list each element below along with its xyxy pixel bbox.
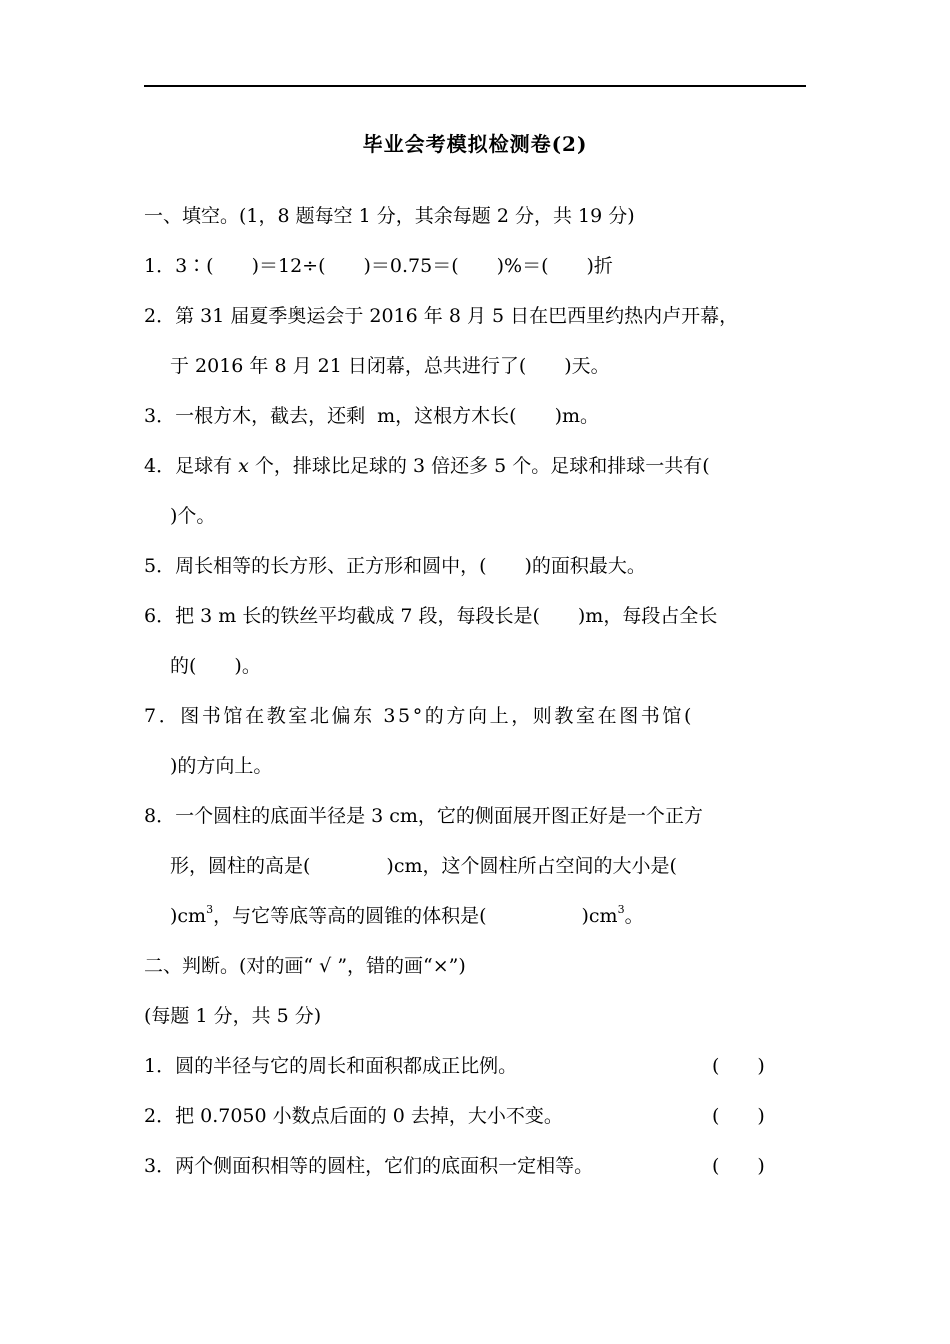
question-1-6-line2: 的( )。	[170, 655, 261, 677]
judge-question-1: 1．圆的半径与它的周长和面积都成正比例。	[144, 1055, 518, 1077]
question-1-2-line1: 2．第 31 届夏季奥运会于 2016 年 8 月 5 日在巴西里约热内卢开幕，	[144, 305, 739, 327]
judge-question-3: 3．两个侧面积相等的圆柱，它们的底面积一定相等。	[144, 1155, 594, 1177]
question-1-3: 3．一根方木，截去，还剩 m，这根方木长( )m。	[144, 405, 600, 427]
header-rule	[144, 85, 806, 87]
q4-variable: x	[238, 455, 249, 477]
page-title: 毕业会考模拟检测卷(2)	[362, 132, 588, 156]
q4-part-b: 个，排球比足球的 3 倍还多 5 个。足球和排球一共有(	[248, 455, 710, 477]
question-1-7-line2: )的方向上。	[170, 755, 273, 777]
section2-header: 二、判断。(对的画“ √ ”，错的画“×”)	[144, 955, 466, 977]
question-1-8-line1: 8．一个圆柱的底面半径是 3 cm，它的侧面展开图正好是一个正方	[144, 805, 703, 827]
question-1-5: 5．周长相等的长方形、正方形和圆中，( )的面积最大。	[144, 555, 646, 577]
q8-line3-b: ，与它等底等高的圆锥的体积是( )cm	[213, 905, 618, 927]
judge-answer-3: ( )	[712, 1155, 765, 1177]
question-1-4-line1	[144, 453, 710, 479]
q8-line3-c: 。	[624, 905, 644, 927]
question-1-8-line3	[170, 903, 644, 929]
judge-answer-1: ( )	[712, 1055, 765, 1077]
question-1-1: 1．3∶( )＝12÷( )＝0.75＝( )%＝( )折	[144, 255, 613, 277]
q4-part-a: 4．足球有	[144, 455, 239, 477]
section1-header: 一、填空。(1，8 题每空 1 分，其余每题 2 分，共 19 分)	[144, 205, 635, 227]
judge-answer-2: ( )	[712, 1105, 765, 1127]
q8-superscript-1: 3	[206, 902, 214, 916]
question-1-6-line1: 6．把 3 m 长的铁丝平均截成 7 段，每段长是( )m，每段占全长	[144, 605, 718, 627]
question-1-4-line2: )个。	[170, 505, 216, 527]
question-1-8-line2: 形，圆柱的高是( )cm，这个圆柱所占空间的大小是(	[170, 855, 677, 877]
q8-superscript-2: 3	[617, 902, 625, 916]
question-1-2-line2: 于 2016 年 8 月 21 日闭幕，总共进行了( )天。	[170, 355, 610, 377]
q8-line3-a: )cm	[170, 905, 207, 927]
judge-question-2: 2．把 0.7050 小数点后面的 0 去掉，大小不变。	[144, 1105, 563, 1127]
section2-subheader: (每题 1 分，共 5 分)	[144, 1005, 322, 1027]
question-1-7-line1: 7．图书馆在教室北偏东 35°的方向上，则教室在图书馆(	[144, 705, 695, 727]
